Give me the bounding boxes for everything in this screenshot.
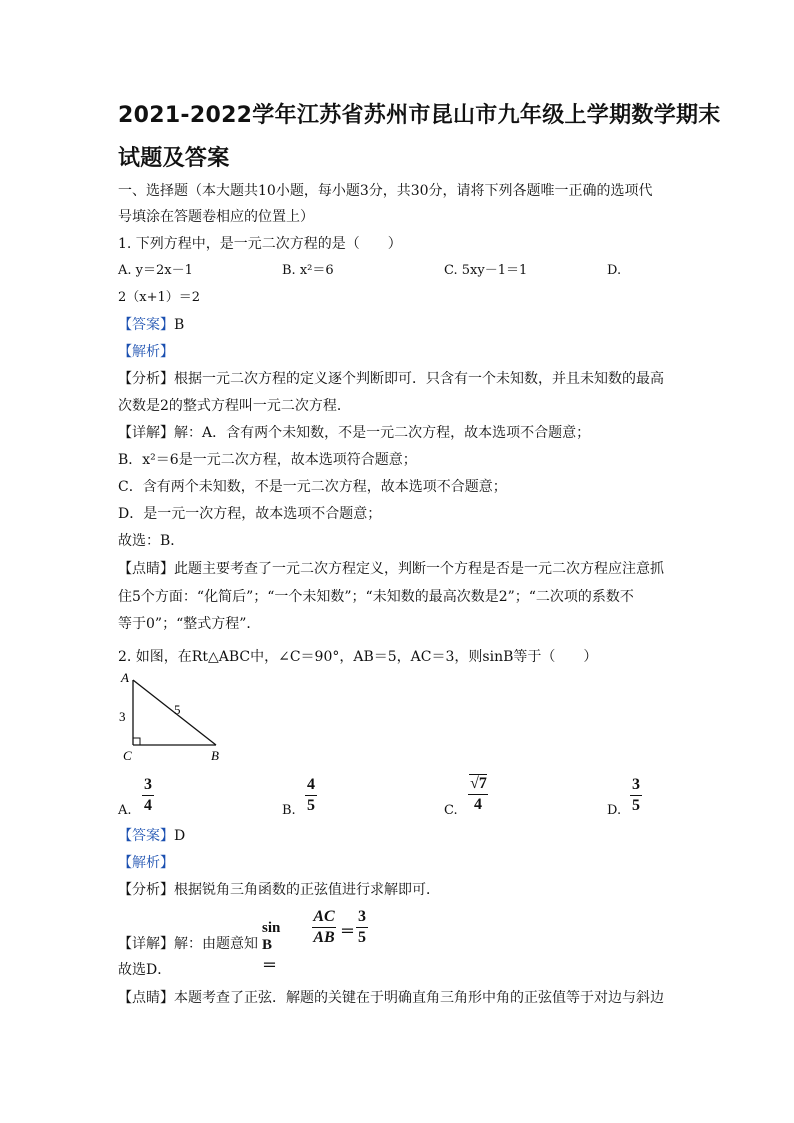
q1-detail-text1: 解：A．含有两个未知数，不是一元二次方程，故本选项不合题意； (174, 425, 591, 441)
fenxi-tag: 【分析】 (118, 882, 174, 898)
section-header-line2: 号填涂在答题卷相应的位置上） (118, 209, 314, 225)
comment-tag: 【点睛】 (118, 990, 174, 1006)
q1-answer-line (118, 316, 184, 334)
q2-answer: D (174, 828, 186, 844)
detail-tag: 【详解】 (118, 425, 174, 441)
q2-option-d-letter: D. (607, 803, 622, 818)
q2-option-c-letter: C. (444, 803, 458, 818)
q2-option-a-letter: A. (118, 803, 132, 818)
q2-option-c-fraction (468, 774, 488, 814)
fraction-denominator: AB (313, 929, 335, 946)
q1-option-d-cont: 2（x+1）＝2 (118, 290, 201, 305)
q2-option-d-fraction (630, 776, 642, 815)
formula-fraction-ac-ab (312, 908, 336, 947)
q2-stem: 2. 如图，在Rt△ABC中，∠C＝90°，AB＝5，AC＝3，则sinB等于（ ） (118, 649, 598, 665)
q2-detail-line1 (118, 935, 258, 953)
q1-detail-line4: D．是一元一次方程，故本选项不合题意； (118, 506, 382, 522)
q1-fenxi-line2: 次数是2的整式方程叫一元二次方程． (118, 398, 351, 414)
q2-comment-text1: 本题考查了正弦．解题的关键在于明确直角三角形中角的正弦值等于对边与斜边 (174, 990, 664, 1006)
side-ac-length: 3 (119, 709, 126, 724)
q1-detail-line2: B．x²＝6是一元二次方程，故本选项符合题意； (118, 452, 417, 468)
q1-option-b: B. x²＝6 (282, 263, 334, 278)
fenxi-tag: 【分析】 (118, 371, 174, 387)
fraction-numerator: 3 (144, 776, 152, 793)
fraction-denominator: 4 (474, 796, 482, 813)
fraction-denominator: 5 (358, 929, 366, 946)
q1-detail-line5: 故选：B． (118, 533, 185, 549)
q2-option-b-fraction (305, 776, 317, 815)
q1-comment-line2: 住5个方面：“化简后”；“一个未知数”；“未知数的最高次数是2”；“二次项的系数不 (118, 589, 634, 605)
section-header-line1: 一、选择题（本大题共10小题，每小题3分，共30分，请将下列各题唯一正确的选项代 (118, 183, 653, 199)
detail-tag: 【详解】 (118, 936, 174, 952)
q2-detail-text1: 解：由题意知 (174, 936, 258, 952)
q1-answer: B (174, 317, 185, 333)
fraction-denominator: 5 (307, 797, 315, 814)
formula-equals: ＝ (340, 924, 356, 940)
vertex-b-label: B (211, 748, 219, 763)
q1-comment-line3: 等于0”；“整式方程”． (118, 616, 261, 632)
q1-stem: 1. 下列方程中，是一元二次方程的是（ ） (118, 236, 402, 252)
answer-tag: 【答案】 (118, 317, 174, 333)
q1-detail-line1 (118, 424, 590, 442)
fraction-numerator: AC (313, 908, 335, 925)
fraction-numerator-sqrt: √7 (470, 775, 487, 792)
q1-option-d: D. (607, 263, 622, 278)
q1-analysis-tag: 【解析】 (118, 344, 174, 360)
fraction-numerator: 4 (307, 776, 315, 793)
comment-tag: 【点睛】 (118, 561, 174, 577)
fraction-numerator: 3 (632, 776, 640, 793)
page-title-line2: 试题及答案 (118, 146, 230, 171)
q2-analysis-tag: 【解析】 (118, 855, 174, 871)
q2-option-b-letter: B. (282, 803, 296, 818)
q2-fenxi-line1 (118, 881, 440, 899)
fraction-denominator: 4 (144, 797, 152, 814)
q2-fenxi-text1: 根据锐角三角函数的正弦值进行求解即可． (174, 882, 440, 898)
formula-lhs: sin B＝ (262, 920, 281, 974)
q2-answer-line (118, 827, 185, 845)
fraction-numerator: 3 (358, 908, 366, 925)
page-title-line1: 2021-2022学年江苏省苏州市昆山市九年级上学期数学期末 (118, 103, 721, 128)
q2-comment-line1 (118, 989, 664, 1007)
right-angle-mark (133, 738, 140, 745)
side-ab-length: 5 (174, 702, 181, 717)
vertex-a-label: A (121, 670, 129, 685)
q1-comment-line1 (118, 560, 664, 578)
formula-fraction-result (356, 908, 368, 947)
q1-fenxi-text1: 根据一元二次方程的定义逐个判断即可．只含有一个未知数，并且未知数的最高 (174, 371, 664, 387)
q1-option-a: A. y＝2x－1 (118, 263, 193, 278)
triangle-figure (116, 668, 236, 768)
q1-comment-text1: 此题主要考查了一元二次方程定义，判断一个方程是否是一元二次方程应注意抓 (174, 561, 664, 577)
q1-detail-line3: C．含有两个未知数，不是一元二次方程，故本选项不合题意； (118, 479, 507, 495)
q1-fenxi-line1 (118, 370, 664, 388)
fraction-denominator: 5 (632, 797, 640, 814)
answer-tag: 【答案】 (118, 828, 174, 844)
vertex-c-label: C (123, 748, 132, 763)
q2-detail-line2: 故选D． (118, 962, 172, 978)
q2-option-a-fraction (142, 776, 154, 815)
q1-option-c: C. 5xy－1＝1 (444, 263, 528, 278)
